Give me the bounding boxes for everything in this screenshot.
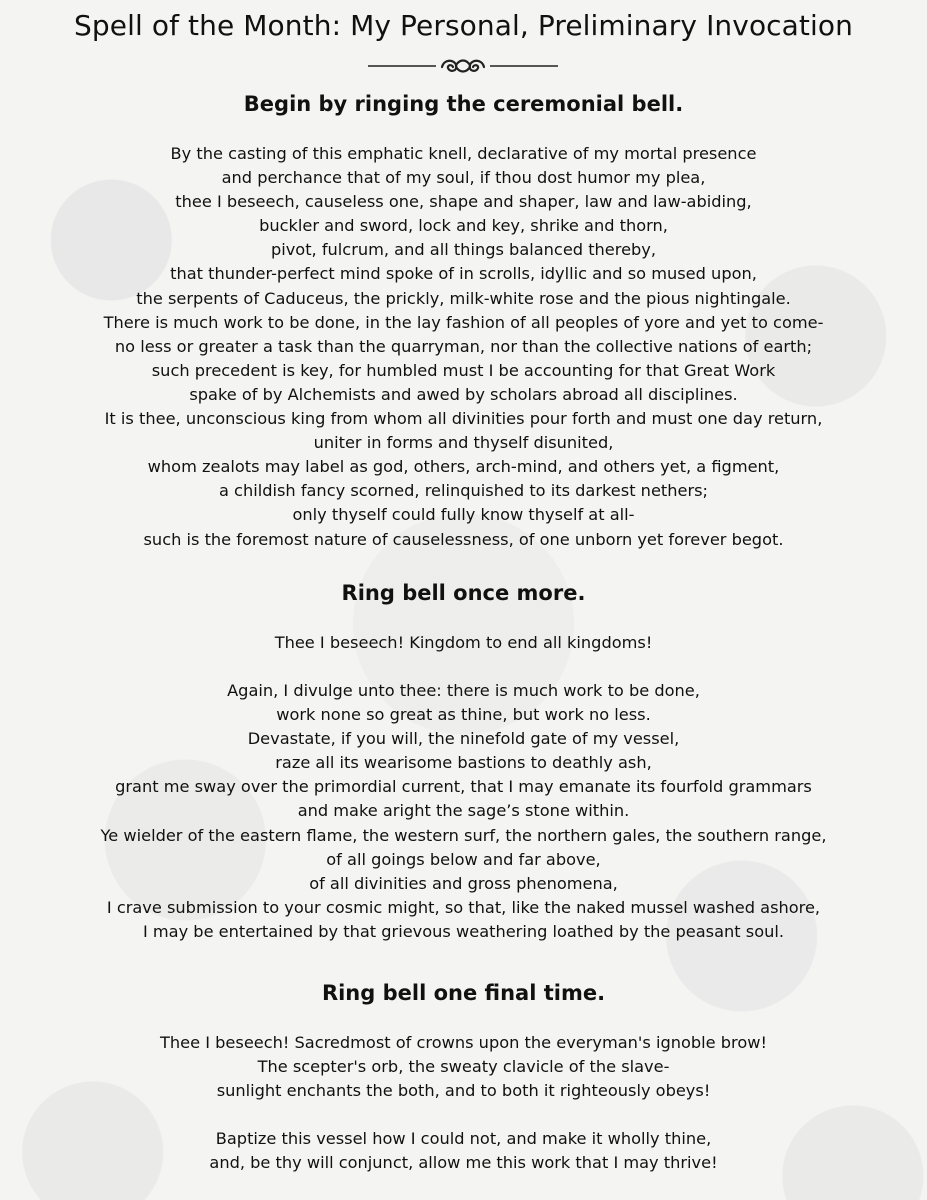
verse-line: It is thee, unconscious king from whom all divinities pour forth and must one day return,	[104, 409, 823, 429]
section-1	[0, 90, 927, 118]
section-2	[0, 579, 927, 607]
verse-line: sunlight enchants the both, and to both it righteously obeys!	[216, 1081, 711, 1101]
verse	[0, 142, 927, 552]
verse-line: a childish fancy scorned, relinquished to its darkest nethers;	[218, 481, 709, 501]
verse-line: work none so great as thine, but work no less.	[276, 705, 651, 725]
stanza	[0, 631, 927, 655]
verse-line: no less or greater a task than the quarryman, nor than the collective nations of earth;	[114, 336, 813, 356]
verse-line: By the casting of this emphatic knell, declarative of my mortal presence	[170, 144, 757, 163]
verse-line: grant me sway over the primordial current, that I may emanate its fourfold grammars	[115, 777, 812, 797]
verse-line: of all goings below and far above,	[326, 849, 601, 869]
page-title: Spell of the Month: My Personal, Preliminary Invocation	[74, 9, 853, 42]
verse-line: Thee I beseech! Kingdom to end all kingdoms!	[274, 633, 653, 652]
verse-line: such is the foremost nature of causelessness, of one unborn yet forever begot.	[143, 529, 784, 549]
verse-line: spake of by Alchemists and awed by scholars abroad all disciplines.	[189, 384, 738, 404]
verse-line: thee I beseech, causeless one, shape and shaper, law and law-abiding,	[175, 192, 752, 212]
stanza	[0, 1031, 927, 1103]
flourish-divider-icon	[364, 55, 562, 77]
verse-line: There is much work to be done, in the lay fashion of all peoples of yore and yet to come-	[103, 312, 824, 332]
verse-line: the serpents of Caduceus, the prickly, milk-white rose and the pious nightingale.	[136, 288, 791, 308]
verse-line: raze all its wearisome bastions to deathly ash,	[275, 753, 652, 773]
verse-line: I may be entertained by that grievous weathering loathed by the peasant soul.	[142, 921, 785, 941]
verse-line: I crave submission to your cosmic might, so that, like the naked mussel washed ashore,	[106, 897, 821, 917]
section-heading: Begin by ringing the ceremonial bell.	[243, 92, 684, 116]
verse-line: The scepter's orb, the sweaty clavicle of the slave-	[257, 1057, 670, 1077]
section-heading: Ring bell one final time.	[321, 981, 606, 1005]
stanza	[0, 1127, 927, 1175]
verse-line: buckler and sword, lock and key, shrike and thorn,	[259, 216, 668, 236]
verse-line: only thyself could fully know thyself at all-	[292, 505, 635, 525]
verse	[0, 679, 927, 944]
verse-line: Thee I beseech! Sacredmost of crowns upon the everyman's ignoble brow!	[160, 1033, 767, 1052]
verse-line: Ye wielder of the eastern flame, the western surf, the northern gales, the southern range,	[100, 825, 827, 845]
verse	[0, 1031, 927, 1103]
verse-line: such precedent is key, for humbled must I be accounting for that Great Work	[151, 360, 776, 380]
verse-line: of all divinities and gross phenomena,	[309, 873, 618, 893]
verse-line: that thunder-perfect mind spoke of in scrolls, idyllic and so mused upon,	[170, 264, 757, 284]
stanza	[0, 142, 927, 552]
verse-line: whom zealots may label as god, others, arch-mind, and others yet, a figment,	[147, 457, 780, 477]
verse-line: Devastate, if you will, the ninefold gate of my vessel,	[247, 729, 680, 749]
verse	[0, 631, 927, 655]
verse-line: Again, I divulge unto thee: there is much work to be done,	[227, 681, 700, 700]
section-3	[0, 979, 927, 1007]
verse	[0, 1127, 927, 1175]
verse-line: pivot, fulcrum, and all things balanced thereby,	[270, 240, 657, 260]
verse-line: and, be thy will conjunct, allow me this work that I may thrive!	[209, 1153, 718, 1173]
verse-line: and make aright the sage’s stone within.	[297, 801, 630, 821]
verse-line: Baptize this vessel how I could not, and make it wholly thine,	[215, 1129, 712, 1148]
stanza	[0, 679, 927, 944]
verse-line: and perchance that of my soul, if thou dost humor my plea,	[221, 168, 706, 188]
verse-line: uniter in forms and thyself disunited,	[313, 433, 614, 453]
section-heading: Ring bell once more.	[341, 581, 586, 605]
